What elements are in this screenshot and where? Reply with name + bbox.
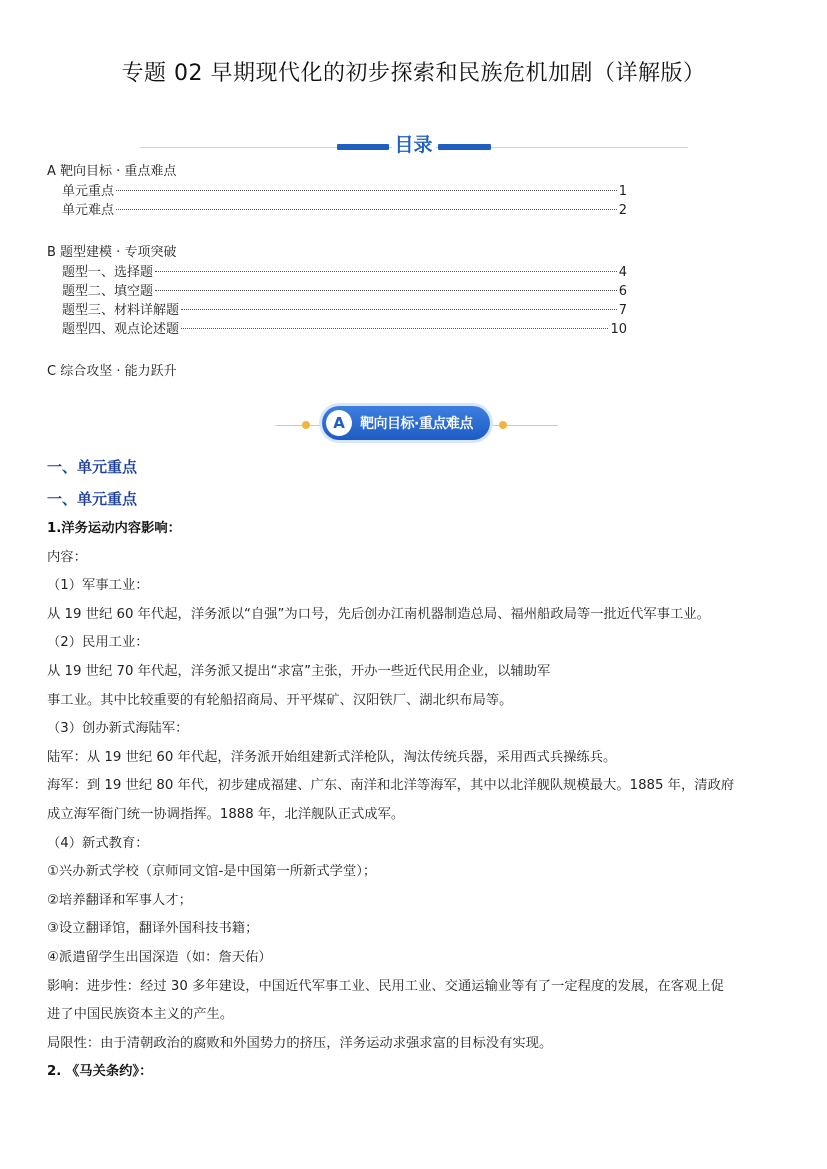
toc-entry[interactable]	[47, 282, 627, 301]
body-paragraph: 海军：到 19 世纪 80 年代，初步建成福建、广东、南洋和北洋等海军，其中以北洋舰队规模最大。1885 年，清政府	[47, 778, 735, 794]
body-paragraph: ④派遣留学生出国深造（如：詹天佑）	[47, 949, 272, 965]
body-paragraph: ③设立翻译馆，翻译外国科技书籍；	[47, 921, 259, 937]
body-paragraph: 成立海军衙门统一协调指挥。1888 年，北洋舰队正式成军。	[47, 806, 405, 822]
toc-leader	[116, 209, 617, 210]
body-paragraph: 从 19 世纪 60 年代起，洋务派以“自强”为口号，先后创办江南机器制造总局、福州船政局等一批近代军事工业。	[47, 606, 710, 622]
body-paragraph: 影响：进步性：经过 30 多年建设，中国近代军事工业、民用工业、交通运输业等有了一定程度的发展，在客观上促	[47, 978, 724, 994]
toc-leader	[155, 290, 617, 291]
body-paragraph: ②培养翻译和军事人才；	[47, 892, 192, 908]
body-paragraph: 1.洋务运动内容影响：	[47, 521, 181, 536]
toc-entry-page: 2	[618, 203, 627, 218]
toc-section-b	[47, 243, 627, 339]
toc-entry-page: 4	[618, 265, 627, 280]
toc-entry-page: 1	[618, 184, 627, 199]
section-heading: 一、单元重点	[47, 490, 138, 508]
body-paragraph: 进了中国民族资本主义的产生。	[47, 1007, 234, 1023]
section-heading: 一、单元重点	[47, 458, 138, 476]
section-banner	[322, 406, 490, 440]
body-paragraph: （1）军事工业：	[47, 578, 149, 594]
toc-leader	[116, 190, 617, 191]
body-paragraph: （2）民用工业：	[47, 635, 149, 651]
body-paragraph: 局限性：由于清朝政治的腐败和外国势力的挤压，洋务运动求强求富的目标没有实现。	[47, 1035, 553, 1051]
toc-entry[interactable]	[47, 320, 627, 339]
body-paragraph: 2. 《马关条约》：	[47, 1064, 153, 1080]
toc-entry-label: 题型一、选择题	[62, 265, 154, 280]
body-paragraph: 陆军：从 19 世纪 60 年代起，洋务派开始组建新式洋枪队，淘汰传统兵器，采用西式兵操练兵。	[47, 749, 617, 765]
body-paragraph: 事工业。其中比较重要的有轮船招商局、开平煤矿、汉阳铁厂、湖北织布局等。	[47, 692, 513, 708]
toc-leader	[181, 328, 608, 329]
toc-entry-label: 单元难点	[62, 203, 115, 218]
toc-entry[interactable]	[47, 182, 627, 201]
toc-entry-label: 题型三、材料详解题	[62, 303, 180, 318]
toc-leader	[181, 309, 617, 310]
toc-heading: 目录	[394, 134, 433, 156]
body-paragraph: （3）创办新式海陆军：	[47, 721, 189, 737]
toc-entry-page: 7	[618, 303, 627, 318]
toc-section-title[interactable]: C 综合攻坚 · 能力跃升	[47, 364, 177, 379]
toc-entry[interactable]	[47, 263, 627, 282]
toc-leader	[155, 271, 617, 272]
banner-dot-left	[302, 421, 310, 429]
toc-entry-label: 题型四、观点论述题	[62, 322, 180, 337]
body-paragraph: ①兴办新式学校（京师同文馆-是中国第一所新式学堂）；	[47, 864, 377, 880]
body-paragraph: 从 19 世纪 70 年代起，洋务派又提出“求富”主张，开办一些近代民用企业，以辅助军	[47, 663, 551, 679]
banner-badge: A	[326, 410, 352, 436]
toc-section-title: A 靶向目标 · 重点难点	[47, 164, 177, 179]
toc-entry-page: 10	[610, 322, 627, 337]
toc-entry[interactable]	[47, 201, 627, 220]
body-content	[47, 515, 782, 1087]
toc-section-a	[47, 162, 627, 220]
banner-line-left	[276, 425, 322, 426]
banner-dot-right	[499, 421, 507, 429]
banner-title: 靶向目标·重点难点	[360, 416, 473, 432]
toc-entry-page: 6	[618, 284, 627, 299]
toc-entry-label: 题型二、填空题	[62, 284, 154, 299]
toc-entry[interactable]	[47, 301, 627, 320]
toc-entry-label: 单元重点	[62, 184, 115, 199]
body-paragraph: （4）新式教育：	[47, 835, 149, 851]
toc-section-title: B 题型建模 · 专项突破	[47, 245, 177, 260]
toc-section-c	[47, 362, 627, 382]
body-paragraph: 内容：	[47, 549, 87, 565]
document-title: 专题 02 早期现代化的初步探索和民族危机加剧（详解版）	[121, 61, 706, 86]
